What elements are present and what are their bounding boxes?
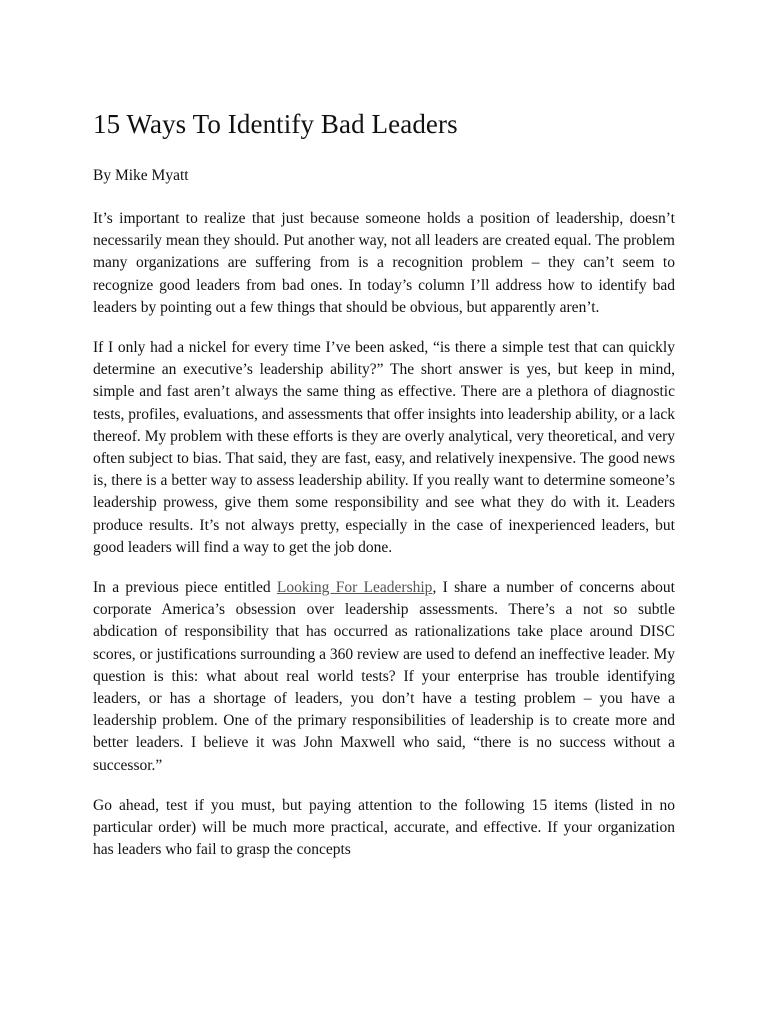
paragraph-previous-piece bbox=[93, 577, 675, 777]
paragraph-intro: It’s important to realize that just because someone holds a position of leadership, doesn’t necessarily mean they should. Put another way, not all leaders are created equal. The problem many organizations are suffering from is a recognition problem – they can’t seem to recognize good leaders from bad ones. In today’s column I’ll address how to identify bad leaders by pointing out a few things that should be obvious, but apparently aren’t. bbox=[93, 210, 675, 316]
paragraph-nickel: If I only had a nickel for every time I’ve been asked, “is there a simple test that can quickly determine an executive’s leadership ability?” The short answer is yes, but keep in mind, simple and fast aren’t always the same thing as effective. There are a plethora of diagnostic tests, profiles, evaluations, and assessments that offer insights into leadership ability, or a lack thereof. My problem with these efforts is they are overly analytical, very theoretical, and very often subject to bias. That said, they are fast, easy, and relatively inexpensive. The good news is, there is a better way to assess leadership ability. If you really want to determine someone’s leadership prowess, give them some responsibility and see what they do with it. Leaders produce results. It’s not always pretty, especially in the case of inexperienced leaders, but good leaders will find a way to get the job done. bbox=[93, 339, 675, 556]
byline: By Mike Myatt bbox=[93, 167, 189, 184]
article-body bbox=[93, 105, 675, 861]
paragraph-text: , I share a number of concerns about corporate America’s obsession over leadership assessments. There’s a not so subtle abdication of responsibility that has occurred as rationalizations take place around DISC scores, or justifications surrounding a 360 review are used to defend an ineffective leader. My question is this: what about real world tests? If your enterprise has trouble identifying leaders, or has a shortage of leaders, you don’t have a testing problem – you have a leadership problem. One of the primary responsibilities of leadership is to create more and better leaders. I believe it was John Maxwell who said, “there is no success without a successor.” bbox=[93, 579, 675, 774]
looking-for-leadership-link[interactable]: Looking For Leadership bbox=[276, 579, 433, 597]
paragraph-text: In a previous piece entitled bbox=[93, 579, 277, 597]
page-title: 15 Ways To Identify Bad Leaders bbox=[93, 109, 458, 139]
paragraph-go-ahead: Go ahead, test if you must, but paying attention to the following 15 items (listed in no particular order) will be much more practical, accurate, and effective. If your organization has leaders who fail to grasp the concepts bbox=[93, 796, 675, 859]
